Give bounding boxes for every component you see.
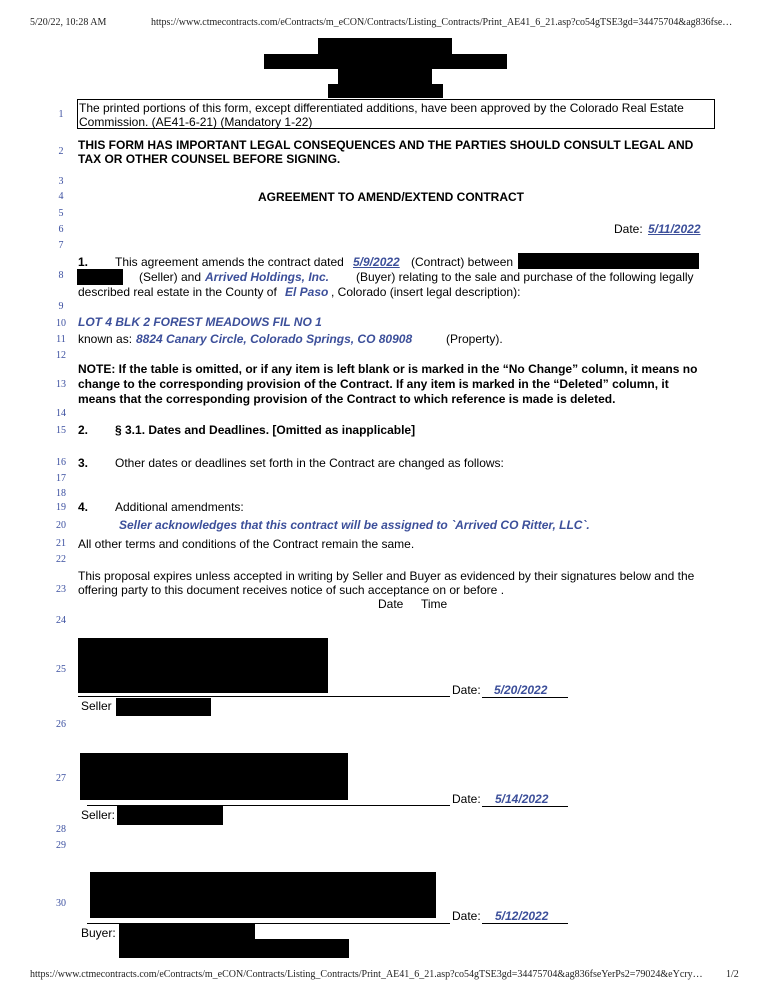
redaction-signer-3-name-2 (119, 939, 349, 958)
line-number: 1 (58, 109, 64, 120)
footer-url[interactable]: https://www.ctmecontracts.com/eContracts/m_eCON/Contracts/Listing_Contracts/Print_AE41_6_21.asp?co54gTSE3gd=34475704&ag836fseYerPs2=79024&eYcry… (30, 969, 703, 980)
line-number: 8 (58, 270, 64, 281)
note-line-3: means that the corresponding provision of the Contract to which reference is made is deleted. (78, 392, 616, 406)
line-number: 3 (58, 176, 64, 187)
signature-line-1 (78, 696, 450, 697)
line-number: 5 (58, 208, 64, 219)
signature-1-date-line (482, 697, 568, 698)
agreement-date: 5/11/2022 (648, 222, 701, 236)
signature-3-role: Buyer: (81, 926, 116, 940)
redaction-logo-3 (338, 69, 432, 84)
redaction-signer-1-name (116, 698, 211, 716)
line-number: 29 (56, 840, 66, 851)
line-number: 21 (56, 538, 66, 549)
line-number: 15 (56, 425, 66, 436)
redaction-signature-1 (78, 638, 328, 693)
notice-line-1: The printed portions of this form, except differentiated additions, have been approved by the Colorado Real Estate (79, 101, 684, 115)
line-number: 25 (56, 664, 66, 675)
section-4-number: 4. (78, 500, 89, 514)
line-number: 26 (56, 719, 66, 730)
buyer-name: Arrived Holdings, Inc. (205, 270, 330, 284)
section-1-text-e: , Colorado (insert legal description): (331, 285, 521, 299)
expiry-date-column: Date (378, 597, 404, 611)
line-number: 23 (56, 584, 66, 595)
warning-line-1: THIS FORM HAS IMPORTANT LEGAL CONSEQUENCES AND THE PARTIES SHOULD CONSULT LEGAL AND (78, 138, 694, 152)
line-number: 9 (58, 301, 64, 312)
section-1-text-b: (Contract) between (411, 255, 514, 269)
note-line-1: NOTE: If the table is omitted, or if any item is left blank or is marked in the “No Change” column, it means no (78, 362, 698, 376)
legal-description: LOT 4 BLK 2 FOREST MEADOWS FIL NO 1 (78, 315, 322, 329)
contract-date: 5/9/2022 (353, 255, 400, 269)
section-1-text-a: This agreement amends the contract dated (115, 255, 344, 269)
line-number: 24 (56, 615, 66, 626)
redaction-signer-2-name (117, 806, 223, 825)
line-number: 18 (56, 488, 66, 499)
line-number: 2 (58, 146, 64, 157)
line-number: 20 (56, 520, 66, 531)
county: El Paso (285, 285, 329, 299)
section-1-seller-label: (Seller) and (139, 270, 202, 284)
section-1-number: 1. (78, 255, 89, 269)
line-number: 19 (56, 502, 66, 513)
signature-2-date-label: Date: (452, 792, 481, 806)
line-number: 10 (56, 318, 66, 329)
additional-amendment: Seller acknowledges that this contract will be assigned to `Arrived CO Ritter, LLC`. (119, 518, 590, 532)
redaction-logo-2 (264, 54, 507, 69)
print-datetime: 5/20/22, 10:28 AM (30, 17, 107, 28)
redaction-seller-name-1 (518, 253, 699, 269)
signature-1-date: 5/20/2022 (494, 683, 548, 697)
signature-3-date: 5/12/2022 (495, 909, 549, 923)
line-number: 17 (56, 473, 66, 484)
line-number: 11 (56, 334, 66, 345)
page-number: 1/2 (726, 969, 739, 980)
section-1-text-d: described real estate in the County of (78, 285, 277, 299)
section-2-text: § 3.1. Dates and Deadlines. [Omitted as inapplicable] (115, 423, 416, 437)
section-2-number: 2. (78, 423, 89, 437)
section-4-text: Additional amendments: (115, 500, 244, 514)
redaction-seller-name-2 (77, 269, 123, 285)
line-number: 13 (56, 379, 66, 390)
signature-3-date-label: Date: (452, 909, 481, 923)
notice-line-2: Commission. (AE41-6-21) (Mandatory 1-22) (79, 115, 313, 129)
redaction-signature-3 (90, 872, 436, 918)
other-terms: All other terms and conditions of the Contract remain the same. (78, 537, 415, 551)
signature-1-role: Seller (81, 699, 112, 713)
line-number: 16 (56, 457, 66, 468)
known-as-label: known as: (78, 332, 133, 346)
line-number: 27 (56, 773, 66, 784)
section-3-text: Other dates or deadlines set forth in the Contract are changed as follows: (115, 456, 504, 470)
line-number: 14 (56, 408, 66, 419)
signature-2-date: 5/14/2022 (495, 792, 549, 806)
line-number: 30 (56, 898, 66, 909)
property-address: 8824 Canary Circle, Colorado Springs, CO 80908 (136, 332, 413, 346)
line-number: 22 (56, 554, 66, 565)
line-number: 6 (58, 224, 64, 235)
page-title: AGREEMENT TO AMEND/EXTEND CONTRACT (258, 190, 525, 204)
redaction-logo-4 (328, 84, 443, 98)
signature-1-date-label: Date: (452, 683, 481, 697)
warning-line-2: TAX OR OTHER COUNSEL BEFORE SIGNING. (78, 152, 341, 166)
redaction-signature-2 (80, 753, 348, 800)
note-line-2: change to the corresponding provision of the Contract. If any item is marked in the “Deleted” column, it (78, 377, 669, 391)
expiry-line-2: offering party to this document receives notice of such acceptance on or before . (78, 583, 505, 597)
expiry-line-1: This proposal expires unless accepted in writing by Seller and Buyer as evidenced by their signatures below and the (78, 569, 695, 583)
redaction-logo-1 (318, 38, 452, 54)
signature-2-date-line (482, 806, 568, 807)
line-number: 7 (58, 240, 64, 251)
section-1-text-c: (Buyer) relating to the sale and purchase of the following legally (356, 270, 694, 284)
date-label: Date: (614, 222, 643, 236)
line-number: 28 (56, 824, 66, 835)
expiry-time-column: Time (421, 597, 448, 611)
line-number: 4 (58, 191, 64, 202)
signature-2-role: Seller: (81, 808, 116, 822)
property-label: (Property). (446, 332, 503, 346)
line-number: 12 (56, 350, 66, 361)
print-url[interactable]: https://www.ctmecontracts.com/eContracts/m_eCON/Contracts/Listing_Contracts/Print_AE41_6_21.asp?co54gTSE3gd=34475704&ag836fse… (151, 17, 733, 28)
signature-3-date-line (482, 923, 568, 924)
section-3-number: 3. (78, 456, 89, 470)
